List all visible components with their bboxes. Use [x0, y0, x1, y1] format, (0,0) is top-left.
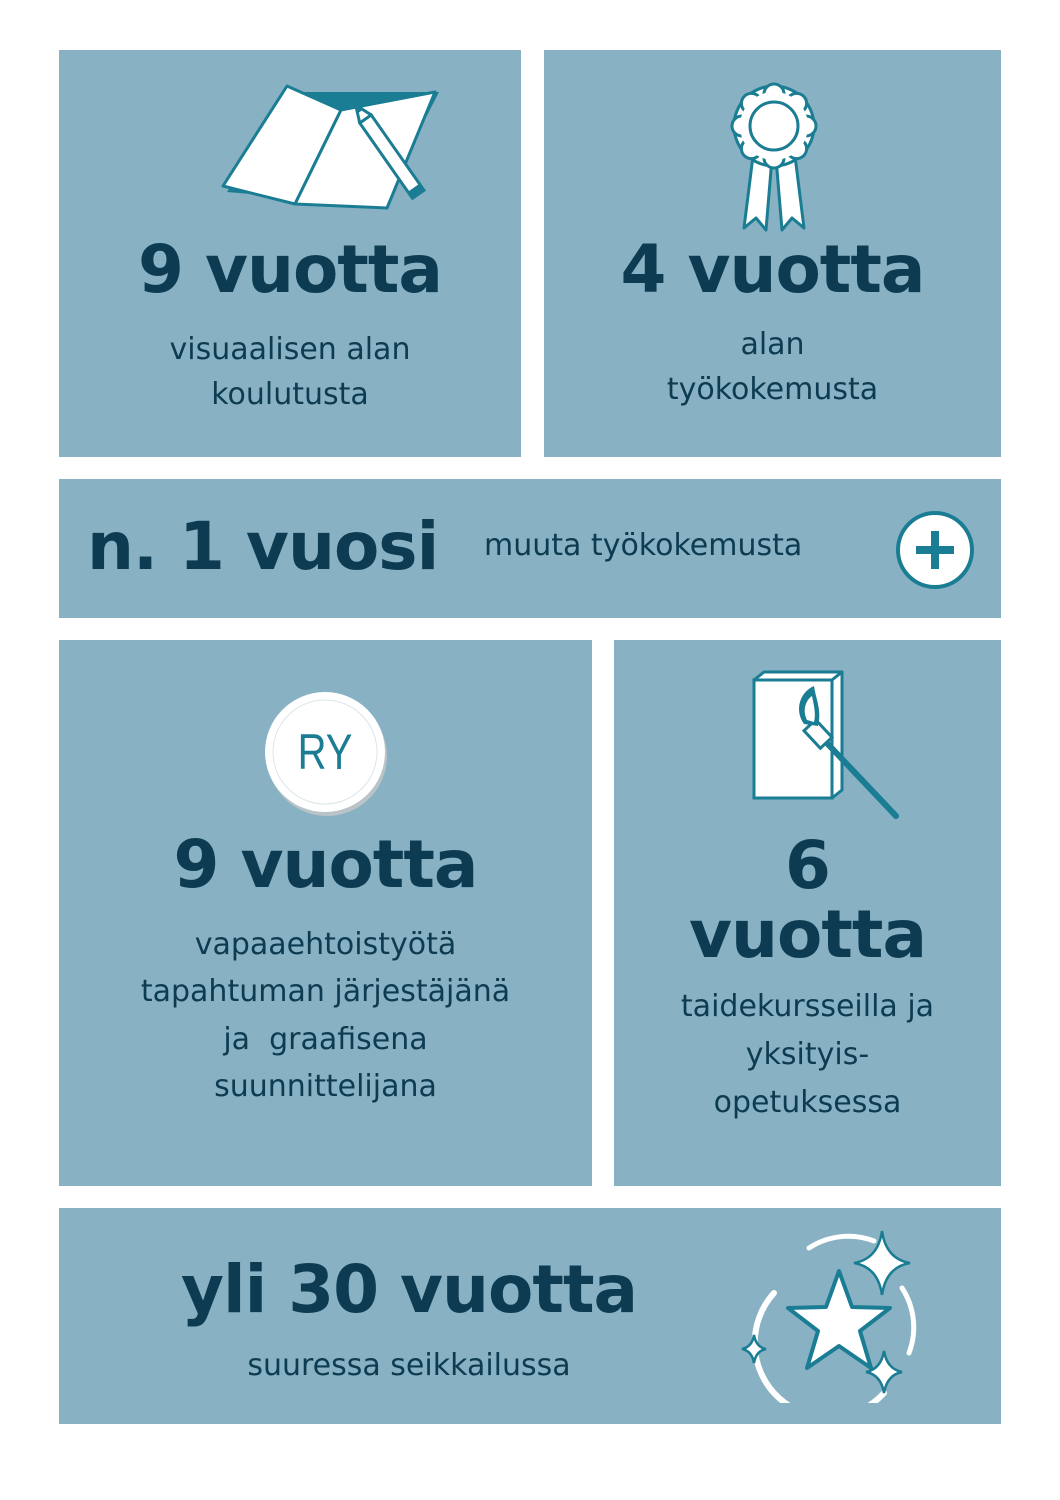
ry-badge [263, 690, 391, 822]
art-label-line1: taidekursseilla ja [680, 989, 935, 1024]
adventure-label: suuressa seikkailussa [247, 1348, 571, 1383]
volunteer-label-line4: suunnittelijana [214, 1069, 437, 1104]
education-label-line1: visuaalisen alan [169, 332, 411, 367]
volunteer-label-line2: tapahtuman järjestäjänä [140, 974, 511, 1009]
education-tile [59, 50, 521, 457]
art-label-line3: opetuksessa [713, 1085, 902, 1120]
stars-icon [734, 1223, 934, 1407]
canvas-brush-icon [744, 670, 904, 824]
volunteer-years: 9 vuotta [173, 826, 478, 903]
art-tile [614, 640, 1001, 1186]
volunteer-tile [59, 640, 592, 1186]
plus-circle-icon [894, 509, 976, 595]
ry-badge-label: RY [297, 724, 353, 780]
other-experience-label: muuta työkokemusta [484, 528, 803, 563]
field-experience-label-line1: alan [740, 327, 805, 362]
field-experience-label-line2: työkokemusta [666, 372, 879, 407]
other-experience-tile [59, 479, 1001, 618]
field-experience-years: 4 vuotta [620, 231, 925, 308]
art-label-line2: yksityis- [745, 1037, 870, 1072]
award-ribbon-icon [724, 78, 824, 242]
other-experience-years: n. 1 vuosi [87, 508, 439, 585]
notebook-pencil-icon [209, 80, 449, 234]
education-years: 9 vuotta [138, 231, 442, 308]
volunteer-label-line1: vapaaehtoistyötä [194, 927, 457, 962]
education-label-line2: koulutusta [211, 377, 369, 412]
field-experience-tile [544, 50, 1001, 457]
adventure-years: yli 30 vuotta [180, 1251, 638, 1328]
art-years-number: 6 [785, 827, 830, 904]
adventure-tile [59, 1208, 1001, 1424]
art-years-unit: vuotta [689, 896, 926, 973]
volunteer-label-line3: ja graafisena [223, 1022, 428, 1057]
